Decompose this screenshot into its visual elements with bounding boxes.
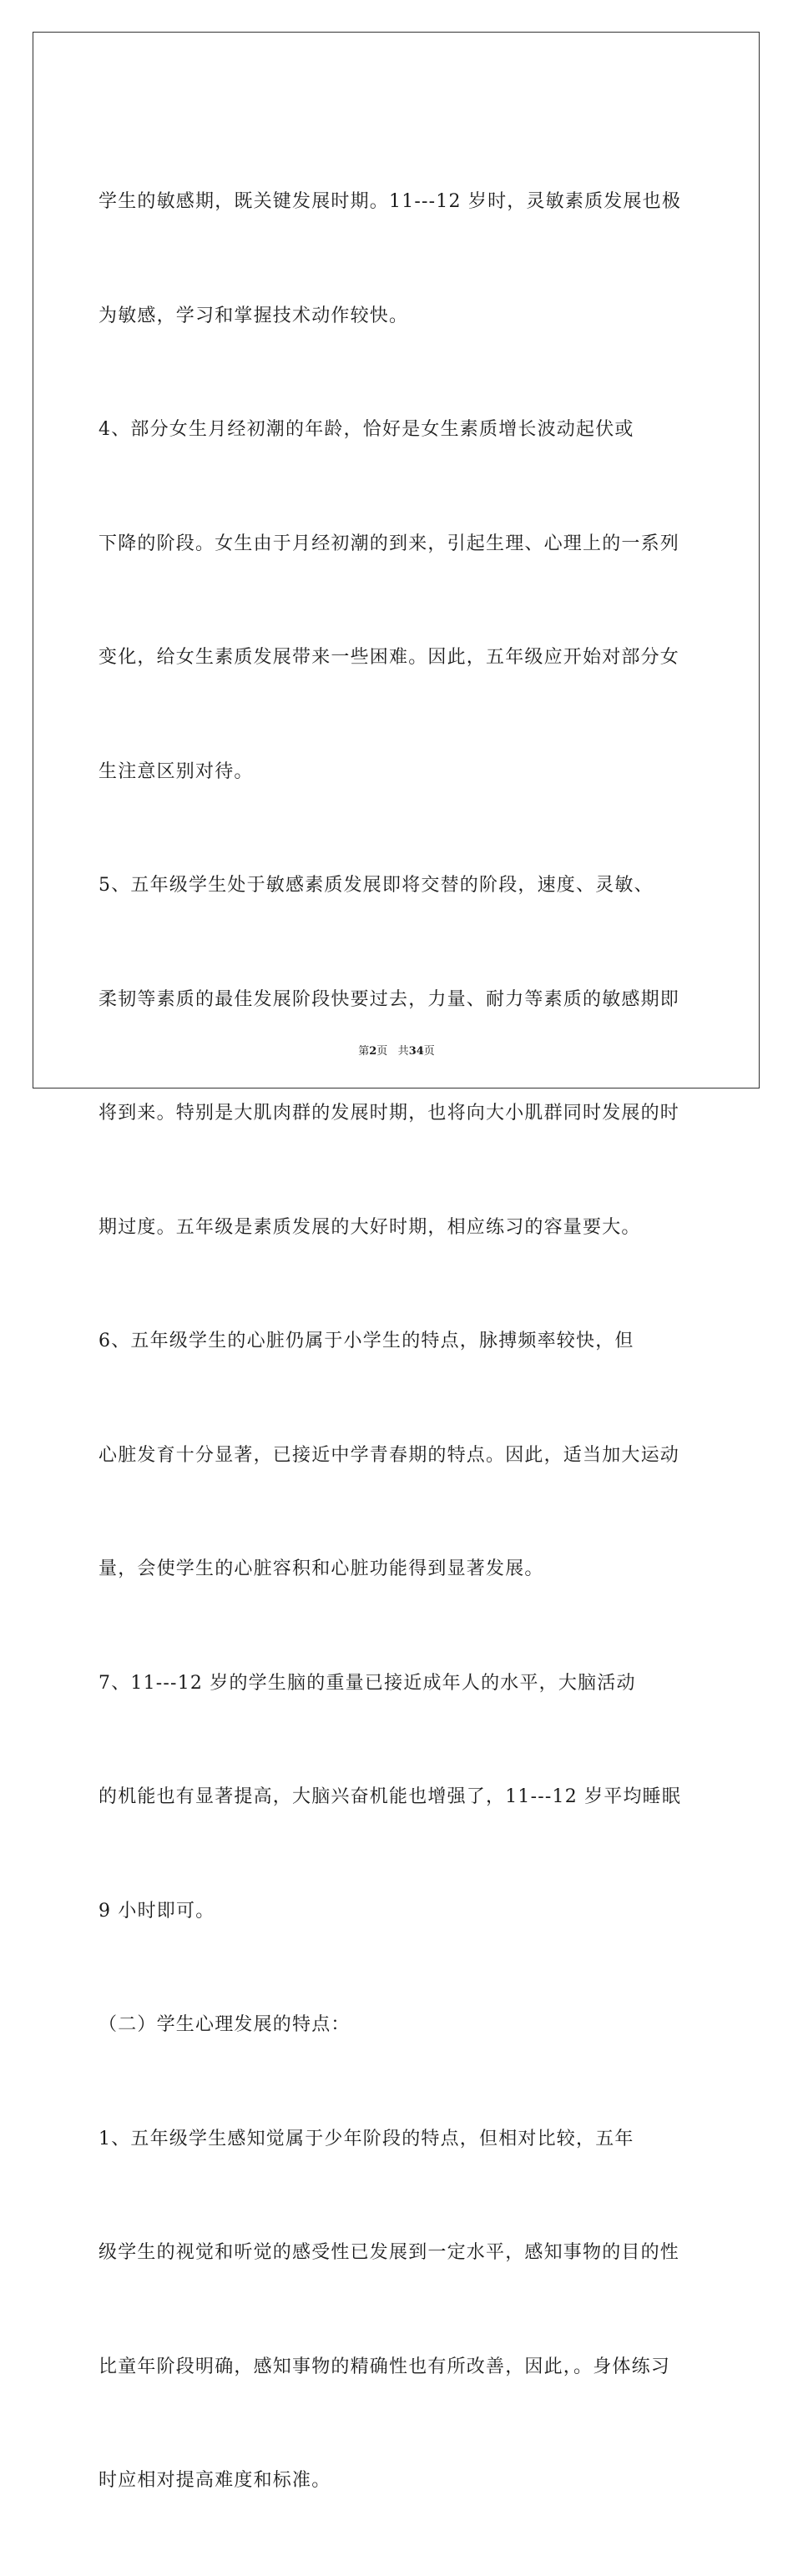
page-suffix: 页 xyxy=(376,1045,388,1058)
text-line: 时应相对提高难度和标准。 xyxy=(98,2470,331,2491)
text-line: 9 小时即可。 xyxy=(98,1900,215,1922)
page-prefix: 第 xyxy=(358,1045,370,1058)
page-footer xyxy=(0,1042,793,1058)
text-line: 学生的敏感期，既关键发展时期。11---12 岁时，灵敏素质发展也极 xyxy=(98,191,682,212)
text-line: 将到来。特别是大肌肉群的发展时期，也将向大小肌群同时发展的时 xyxy=(98,1103,680,1124)
text-line: 7、11---12 岁的学生脑的重量已接近成年人的水平，大脑活动 xyxy=(98,1672,636,1694)
text-line: 心脏发育十分显著，已接近中学青春期的特点。因此，适当加大运动 xyxy=(98,1444,680,1466)
text-line: 期过度。五年级是素质发展的大好时期，相应练习的容量要大。 xyxy=(98,1216,641,1238)
text-line: 4、部分女生月经初潮的年龄，恰好是女生素质增长波动起伏或 xyxy=(98,419,634,440)
text-line: 1、五年级学生感知觉属于少年阶段的特点，但相对比较，五年 xyxy=(98,2128,634,2149)
text-line: 为敏感，学习和掌握技术动作较快。 xyxy=(98,305,409,326)
total-prefix: 共 xyxy=(397,1045,409,1058)
total-pages: 34 xyxy=(408,1045,424,1058)
document-body xyxy=(98,107,700,2576)
text-line: 柔韧等素质的最佳发展阶段快要过去，力量、耐力等素质的敏感期即 xyxy=(98,988,680,1010)
text-line: 生注意区别对待。 xyxy=(98,760,254,782)
text-line: 量，会使学生的心脏容积和心脏功能得到显著发展。 xyxy=(98,1558,544,1579)
text-line: 比童年阶段明确，感知事物的精确性也有所改善，因此，。身体练习 xyxy=(98,2356,671,2377)
total-suffix: 页 xyxy=(423,1045,435,1058)
text-line: 级学生的视觉和听觉的感受性已发展到一定水平，感知事物的目的性 xyxy=(98,2242,680,2263)
text-line: 下降的阶段。女生由于月经初潮的到来，引起生理、心理上的一系列 xyxy=(98,533,680,554)
text-line: 6、五年级学生的心脏仍属于小学生的特点，脉搏频率较快，但 xyxy=(98,1331,634,1351)
text-line: 变化，给女生素质发展带来一些困难。因此，五年级应开始对部分女 xyxy=(98,647,680,668)
text-line: 5、五年级学生处于敏感素质发展即将交替的阶段，速度、灵敏、 xyxy=(98,875,654,896)
page-number: 2 xyxy=(369,1045,377,1058)
text-line: 的机能也有显著提高，大脑兴奋机能也增强了，11---12 岁平均睡眠 xyxy=(98,1786,682,1807)
body-text xyxy=(98,107,700,2576)
text-line: （二）学生心理发展的特点： xyxy=(98,2014,351,2035)
